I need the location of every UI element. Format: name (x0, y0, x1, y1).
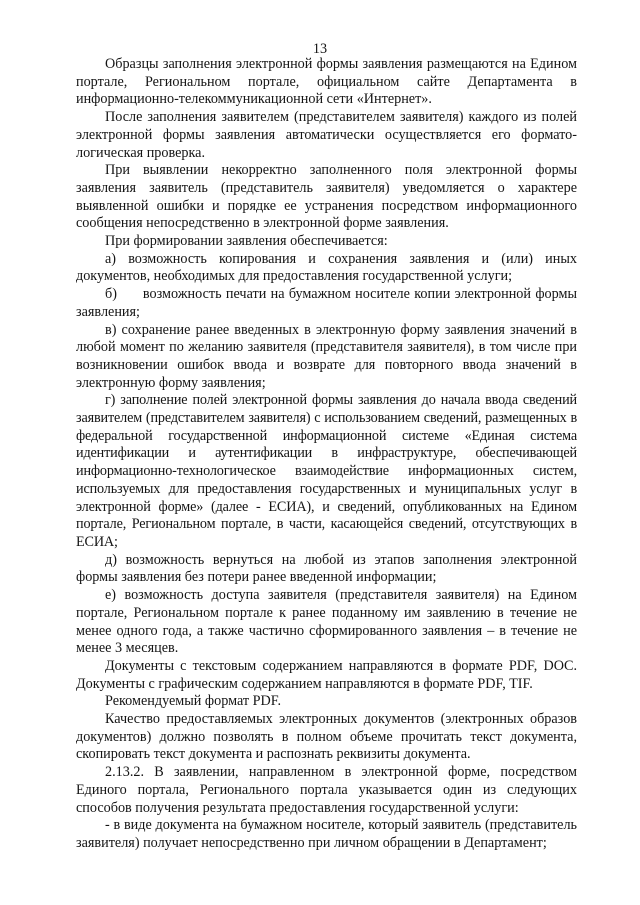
page-number: 13 (312, 41, 328, 57)
paragraph: Качество предоставляемых электронных документов (электронных образов документов) должно позволять в полном объеме прочитать текст документа, скопировать текст документа и распознать реквизиты документа. (76, 711, 577, 763)
list-item: г) заполнение полей электронной формы заявления до начала ввода сведений заявителем (представителем заявителя) с использованием сведений, размещенных в федеральной государственной информационной системе «Единая система идентификации и аутентификации в инфраструктуре, обеспечивающей информационно-технологическое взаимодействие информационных систем, используемых для предоставления государственных и муниципальных услуг в электронной форме» (далее - ЕСИА), и сведений, опубликованных на Едином портале, Региональном портале, в части, касающейся сведений, отсутствующих в ЕСИА; (76, 392, 577, 550)
list-item: в) сохранение ранее введенных в электронную форму заявления значений в любой момент по желанию заявителя (представителя заявителя), в том числе при возникновении ошибок ввода и возврате для повторного ввода значений в электронную форму заявления; (76, 321, 577, 391)
paragraph: 2.13.2. В заявлении, направленном в электронной форме, посредством Единого портала, Регионального портала указывается один из следующих способов получения результата предоставления государственной услуги: (76, 764, 577, 816)
paragraph: При формировании заявления обеспечивается: (105, 233, 388, 250)
paragraph: После заполнения заявителем (представителем заявителя) каждого из полей электронной формы заявления автоматически осуществляется его форматологическая проверка. (76, 109, 577, 161)
paragraph: Рекомендуемый формат PDF. (105, 693, 282, 710)
list-item: б) возможность печати на бумажном носителе копии электронной формы заявления; (76, 286, 581, 320)
list-item: - в виде документа на бумажном носителе, который заявитель (представитель заявителя) получает непосредственно при личном обращении в Департамент; (76, 817, 577, 851)
list-item: е) возможность доступа заявителя (представителя заявителя) на Едином портале, Региональном портале к ранее поданному им заявлению в течение не менее одного года, а также частично сформированного заявления – в течение не менее 3 месяцев. (76, 587, 577, 657)
list-item: д) возможность вернуться на любой из этапов заполнения электронной формы заявления без потери ранее введенной информации; (76, 551, 577, 586)
paragraph: Документы с текстовым содержанием направляются в формате PDF, DOC. Документы с графическим содержанием направляются в формате PDF, TIF. (76, 657, 577, 692)
list-item: а) возможность копирования и сохранения заявления и (или) иных документов, необходимых для предоставления государственной услуги; (76, 250, 577, 285)
paragraph: При выявлении некорректно заполненного поля электронной формы заявления заявитель (представитель заявителя) уведомляется о характере выявленной ошибки и порядке ее устранения посредством информационного сообщения непосредственно в электронной форме заявления. (76, 162, 577, 232)
paragraph: Образцы заполнения электронной формы заявления размещаются на Едином портале, Региональном портале, официальном сайте Департамента в информационно-телекоммуникационной сети «Интернет». (76, 56, 577, 108)
document-body (76, 56, 581, 853)
